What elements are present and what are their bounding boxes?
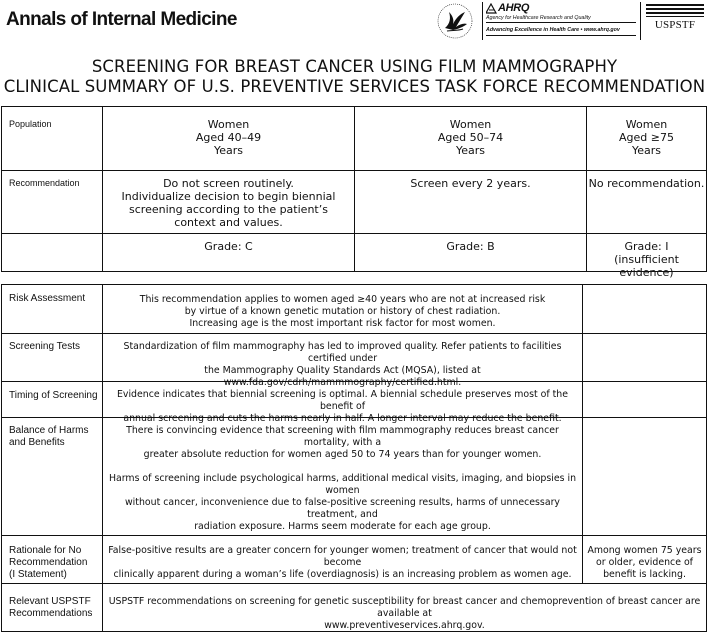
text-line: clinically apparent during a woman’s life (overdiagnosis) is an increasing problem as women age.	[113, 569, 572, 580]
text-line: Evidence indicates that biennial screening is optimal. A biennial schedule preserves most of the benefit of	[116, 389, 569, 412]
population-line: Women	[449, 118, 492, 131]
row-text	[103, 294, 582, 330]
population-line: Women	[625, 118, 668, 131]
row-label	[9, 341, 80, 353]
header-divider	[640, 2, 641, 40]
row-label	[9, 425, 88, 449]
population-line: Years	[213, 144, 244, 157]
text-line: False-positive results are a greater concern for younger women; treatment of cancer that would not become	[108, 545, 577, 568]
ahrq-logo	[486, 2, 636, 42]
grade-line: Grade: B	[446, 240, 495, 253]
ahrq-rule	[486, 22, 636, 23]
page-title-line1: SCREENING FOR BREAST CANCER USING FILM MAMMOGRAPHY	[91, 57, 618, 76]
row-label	[9, 293, 85, 305]
uspstf-logo	[644, 4, 706, 36]
grid-line	[2, 583, 706, 584]
text-line: by virtue of a known genetic mutation or history of chest radiation.	[184, 306, 501, 317]
paragraph-gap	[103, 461, 582, 473]
grade-cell	[355, 240, 586, 253]
ahrq-mark-icon	[486, 3, 497, 14]
grid-line	[2, 333, 706, 334]
row-text	[103, 596, 706, 632]
text-line: greater absolute reduction for women aged 50 to 74 years than for younger women.	[143, 449, 542, 460]
population-line: Aged 40–49	[195, 131, 262, 144]
text-line: the Mammography Quality Standards Act (MQSA), listed at	[204, 365, 481, 376]
recommendation-line: screening according to the patient’s	[129, 203, 328, 216]
row-label	[9, 596, 92, 620]
recommendation-cell	[103, 177, 354, 229]
text-line: without cancer, inconvenience due to false-positive screening results, harms of unnecessary treatment, and	[125, 497, 560, 520]
recommendation-cell	[355, 177, 586, 190]
text-line: Harms of screening include psychological harms, additional medical visits, imaging, and biopsies in women	[108, 473, 577, 496]
summary-table	[1, 106, 707, 279]
population-cell	[587, 118, 706, 157]
text-line: or older, evidence of	[596, 557, 693, 568]
grade-line: Grade: C	[204, 240, 253, 253]
population-line: Women	[207, 118, 250, 131]
grade-line: (insufficient evidence)	[614, 253, 679, 279]
row-label	[9, 545, 87, 581]
text-line: annual screening and cuts the harms nearly in half. A longer interval may reduce the benefit.	[123, 413, 562, 424]
recommendation-line: No recommendation.	[588, 177, 705, 190]
row-label-line: Rationale for No	[9, 545, 82, 556]
row-label-line: Relevant USPSTF	[9, 596, 91, 607]
uspstf-label: USPSTF	[654, 19, 696, 31]
recommendation-label: Recommendation	[9, 178, 80, 188]
ahrq-subtitle: Agency for Healthcare Research and Quality	[486, 15, 591, 21]
row-label-line: Timing of Screening	[9, 390, 98, 401]
text-line: This recommendation applies to women aged ≥40 years who are not at increased risk	[139, 294, 546, 305]
population-cell	[355, 118, 586, 157]
population-line: Aged ≥75	[619, 131, 674, 144]
row-text	[103, 389, 582, 425]
grade-cell	[103, 240, 354, 253]
row-label	[9, 390, 98, 402]
recommendation-line: context and values.	[174, 216, 283, 229]
text-line: www.fda.gov/cdrh/mammmography/certified.html.	[223, 377, 462, 388]
row-label-line: and Benefits	[9, 437, 65, 448]
text-line: USPSTF recommendations on screening for genetic susceptibility for breast cancer and chemoprevention of breast cancer are available at	[108, 596, 701, 619]
text-line: Among women 75 years	[587, 545, 702, 556]
grade-line: Grade: I	[624, 240, 669, 253]
ahrq-name: AHRQ	[498, 2, 530, 14]
recommendation-line: Do not screen routinely.	[163, 177, 294, 190]
text-line: benefit is lacking.	[603, 569, 686, 580]
row-text	[103, 425, 582, 581]
row-label-line: Screening Tests	[9, 341, 80, 352]
uspstf-bars-icon	[646, 4, 704, 17]
paragraph-gap	[103, 533, 582, 545]
text-line: radiation exposure. Harms seem moderate for each age group.	[194, 521, 491, 532]
row-text	[583, 545, 706, 581]
text-line: Increasing age is the most important risk factor for most women.	[189, 318, 496, 329]
grid-line	[2, 233, 706, 234]
text-line: Standardization of film mammography has led to improved quality. Refer patients to facilities certified under	[123, 341, 562, 364]
recommendation-line: Individualize decision to begin biennial	[121, 190, 336, 203]
population-line: Years	[455, 144, 486, 157]
grid-line	[2, 170, 706, 171]
recommendation-line: Screen every 2 years.	[410, 177, 531, 190]
journal-title: Annals of Internal Medicine	[6, 9, 237, 30]
grade-cell	[587, 240, 706, 279]
header-divider	[482, 2, 483, 40]
population-line: Aged 50–74	[437, 131, 504, 144]
row-label-line: Recommendation	[9, 557, 88, 568]
ahrq-tagline: Advancing Excellence in Health Care • www.ahrq.gov	[486, 27, 620, 33]
grid-line	[582, 285, 583, 583]
ahrq-rule	[486, 35, 636, 36]
population-label: Population	[9, 119, 52, 129]
details-table	[1, 284, 707, 632]
row-text	[103, 341, 582, 389]
population-line: Years	[631, 144, 662, 157]
row-label-line: Risk Assessment	[9, 293, 86, 304]
recommendation-cell	[587, 177, 706, 190]
page-title-line2: CLINICAL SUMMARY OF U.S. PREVENTIVE SERVICES TASK FORCE RECOMMENDATION	[3, 77, 706, 96]
row-label-line: (I Statement)	[9, 569, 67, 580]
population-cell	[103, 118, 354, 157]
text-line: There is convincing evidence that screening with film mammography reduces breast cancer mortality, with a	[126, 425, 559, 448]
row-label-line: Balance of Harms	[9, 425, 89, 436]
text-line: www.preventiveservices.ahrq.gov.	[324, 620, 485, 631]
hhs-seal-icon	[436, 2, 478, 40]
row-label-line: Recommendations	[9, 608, 93, 619]
